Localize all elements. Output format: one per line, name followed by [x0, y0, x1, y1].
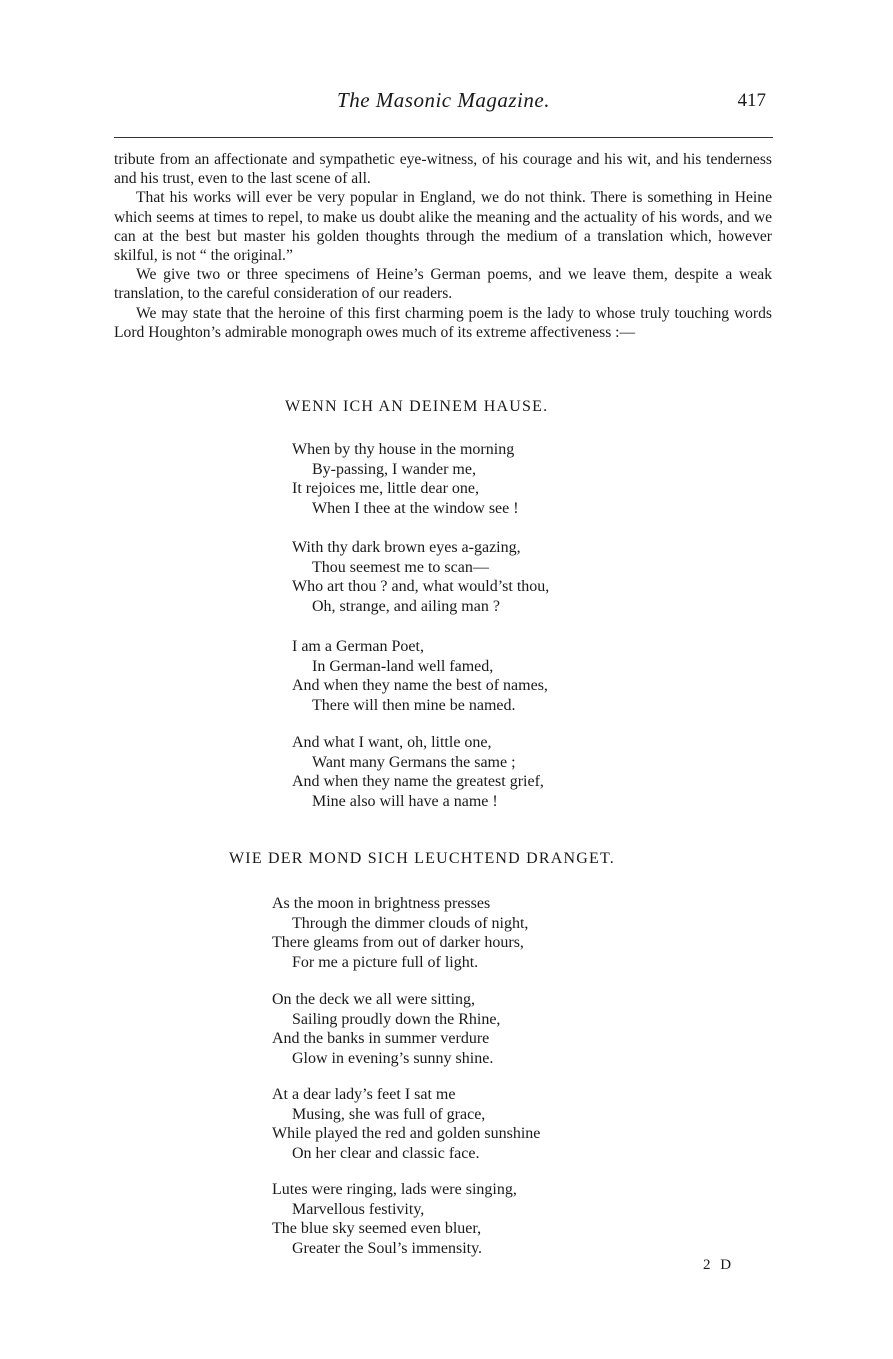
- stanza: [292, 733, 544, 812]
- verse-line: Lutes were ringing, lads were singing,: [272, 1181, 517, 1198]
- verse-line: On the deck we all were sitting,: [272, 991, 476, 1008]
- header-rule: [114, 137, 773, 138]
- verse-line: And what I want, oh, little one,: [292, 734, 492, 751]
- verse-line: Through the dimmer clouds of night,: [292, 914, 529, 932]
- verse-line: In German-land well famed,: [312, 657, 494, 675]
- verse-line: Greater the Soul’s immensity.: [292, 1240, 483, 1258]
- verse-line: Want many Germans the same ;: [312, 753, 516, 771]
- verse-line: When I thee at the window see !: [312, 500, 519, 518]
- verse-line: Who art thou ? and, what would’st thou,: [292, 578, 550, 596]
- paragraph: We may state that the heroine of this first charming poem is the lady to whose truly touching words Lord Houghton’s admirable monograph owes much of its extreme affectiveness :—: [114, 304, 772, 341]
- paragraph: tribute from an affectionate and sympathetic eye-witness, of his courage and his wit, and his tenderness and his trust, even to the last scene of all.: [114, 151, 772, 188]
- stanza: [272, 894, 528, 973]
- verse-line: For me a picture full of light.: [292, 954, 479, 972]
- verse-line: I am a German Poet,: [292, 638, 424, 655]
- paragraph: We give two or three specimens of Heine’s German poems, and we leave them, despite a weak translation, to the careful consideration of our readers.: [114, 266, 772, 303]
- signature-mark: 2 D: [703, 1257, 735, 1273]
- stanza: [292, 637, 548, 716]
- verse-line: While played the red and golden sunshine: [272, 1125, 541, 1143]
- stanza: [292, 440, 519, 519]
- stanza: [272, 990, 500, 1069]
- verse-line: When by thy house in the morning: [292, 441, 515, 458]
- stanza: [272, 1085, 540, 1164]
- verse-line: And the banks in summer verdure: [272, 1030, 490, 1048]
- verse-line: It rejoices me, little dear one,: [292, 480, 480, 498]
- verse-line: The blue sky seemed even bluer,: [272, 1220, 482, 1238]
- verse-line: Sailing proudly down the Rhine,: [292, 1010, 501, 1028]
- paragraph: That his works will ever be very popular in England, we do not think. There is something in Heine which seems at times to repel, to make us doubt alike the meaning and the actuality of his words, and we can at the best but master his golden thoughts through the medium of a translation which, however skilful, is not “ the original.”: [114, 189, 772, 265]
- page-header: [115, 88, 772, 118]
- stanza: [272, 1180, 517, 1259]
- verse-line: Musing, she was full of grace,: [292, 1105, 486, 1123]
- verse-line: On her clear and classic face.: [292, 1145, 480, 1163]
- verse-line: By-passing, I wander me,: [312, 460, 476, 478]
- verse-line: Marvellous festivity,: [292, 1200, 425, 1218]
- stanza: [292, 538, 549, 617]
- verse-line: With thy dark brown eyes a-gazing,: [292, 539, 521, 556]
- poem-title: WENN ICH AN DEINEM HAUSE.: [285, 398, 549, 415]
- verse-line: Thou seemest me to scan—: [312, 558, 489, 576]
- running-title: The Masonic Magazine.: [337, 88, 550, 112]
- prose-block: [114, 150, 772, 342]
- verse-line: There gleams from out of darker hours,: [272, 934, 524, 952]
- poem-title: WIE DER MOND SICH LEUCHTEND DRANGET.: [229, 850, 615, 867]
- verse-line: Oh, strange, and ailing man ?: [312, 598, 500, 616]
- page-number: 417: [737, 90, 766, 111]
- verse-line: And when they name the best of names,: [292, 677, 548, 695]
- verse-line: And when they name the greatest grief,: [292, 773, 544, 791]
- verse-line: Glow in evening’s sunny shine.: [292, 1050, 494, 1068]
- verse-line: Mine also will have a name !: [312, 793, 498, 811]
- verse-line: At a dear lady’s feet I sat me: [272, 1086, 456, 1103]
- verse-line: There will then mine be named.: [312, 697, 516, 715]
- verse-line: As the moon in brightness presses: [272, 895, 491, 912]
